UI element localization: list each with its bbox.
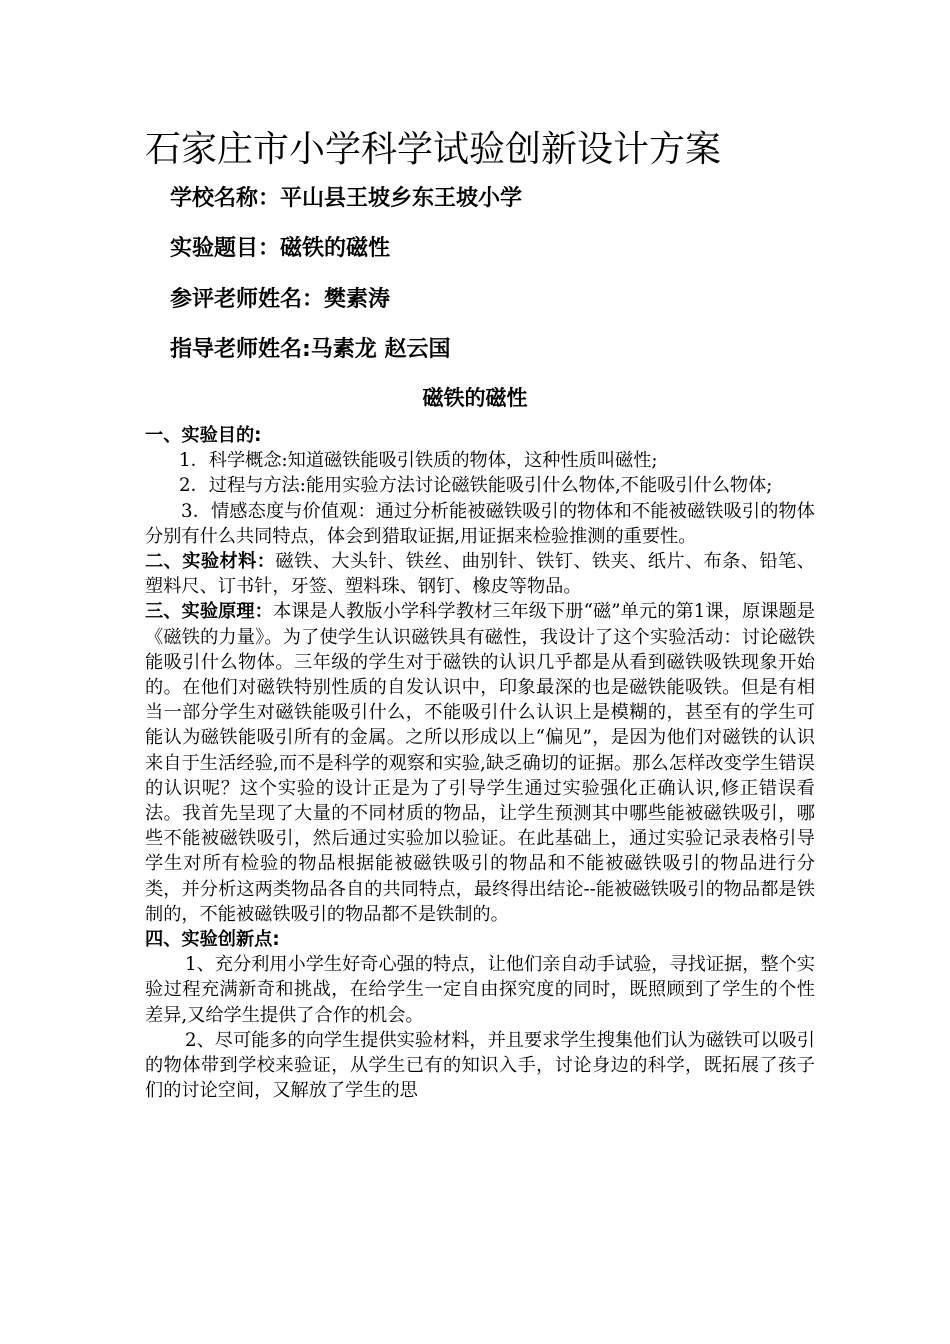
- principle-paragraph: [145, 599, 815, 927]
- materials-text: 磁铁、大头针、铁丝、曲别针、铁钉、铁夹、纸片、布条、铅笔、塑料尺、订书针，牙签、塑料珠、钢钉、橡皮等物品。: [145, 551, 815, 598]
- purpose-item-2: 2．过程与方法:能用实验方法讨论磁铁能吸引什么物体,不能吸引什么物体;: [179, 475, 773, 497]
- school-name-line: 学校名称：平山县王坡乡东王坡小学: [170, 186, 523, 211]
- materials-heading: 二、实验材料：: [145, 551, 276, 573]
- principle-heading: 三、实验原理：: [145, 601, 273, 623]
- innovation-item-2: 2、尽可能多的向学生提供实验材料，并且要求学生搜集他们认为磁铁可以吸引的物体带到学校来验证，从学生已有的知识入手，讨论身边的科学，既拓展了孩子们的讨论空间，又解放了学生的思: [145, 1029, 815, 1102]
- innovation-item-1: 1、充分利用小学生好奇心强的特点，让他们亲自动手试验，寻找证据，整个实验过程充满新奇和挑战，在给学生一定自由探究度的同时，既照顾到了学生的个性差异,又给学生提供了合作的机会。: [145, 954, 815, 1026]
- teacher-name-line: 参评老师姓名：樊素涛: [170, 287, 391, 312]
- document-title: 石家庄市小学科学试验创新设计方案: [145, 129, 722, 170]
- experiment-topic-line: 实验题目：磁铁的磁性: [170, 236, 391, 261]
- innovation-heading: 四、实验创新点:: [145, 929, 280, 951]
- document-body: [145, 423, 815, 1103]
- purpose-item-1: 1．科学概念:知道磁铁能吸引铁质的物体，这种性质叫磁性;: [179, 450, 658, 472]
- section-title: 磁铁的磁性: [422, 386, 528, 410]
- purpose-item-3: 3．情感态度与价值观：通过分析能被磁铁吸引的物体和不能被磁铁吸引的物体分别有什么共同特点，体会到猎取证据,用证据来检验推测的重要性。: [145, 500, 815, 547]
- purpose-heading: 一、实验目的:: [145, 425, 262, 446]
- materials-paragraph: [145, 549, 815, 599]
- advisor-names-line: 指导老师姓名:马素龙 赵云国: [170, 337, 451, 362]
- principle-text: 本课是人教版小学科学教材三年级下册“磁”单元的第1课，原课题是《磁铁的力量》。为了使学生认识磁铁具有磁性，我设计了这个实验活动：讨论磁铁能吸引什么物体。三年级的学生对于磁铁的认识几乎都是从看到磁铁吸铁现象开始的。在他们对磁铁特别性质的自发认识中，印象最深的也是磁铁能吸铁。但是有相当一部分学生对磁铁能吸引什么，不能吸引什么认识上是模糊的，甚至有的学生可能认为磁铁能吸引所有的金属。之所以形成以上“偏见”，是因为他们对磁铁的认识来自于生活经验,而不是科学的观察和实验,缺乏确切的证据。那么怎样改变学生错误的认识呢？这个实验的设计正是为了引导学生通过实验强化正确认识,修正错误看法。我首先呈现了大量的不同材质的物品，让学生预测其中哪些能被磁铁吸引，哪些不能被磁铁吸引，然后通过实验加以验证。在此基础上，通过实验记录表格引导学生对所有检验的物品根据能被磁铁吸引的物品和不能被磁铁吸引的物品进行分类，并分析这两类物品各自的共同特点，最终得出结论--能被磁铁吸引的物品都是铁制的，不能被磁铁吸引的物品都不是铁制的。: [145, 601, 815, 925]
